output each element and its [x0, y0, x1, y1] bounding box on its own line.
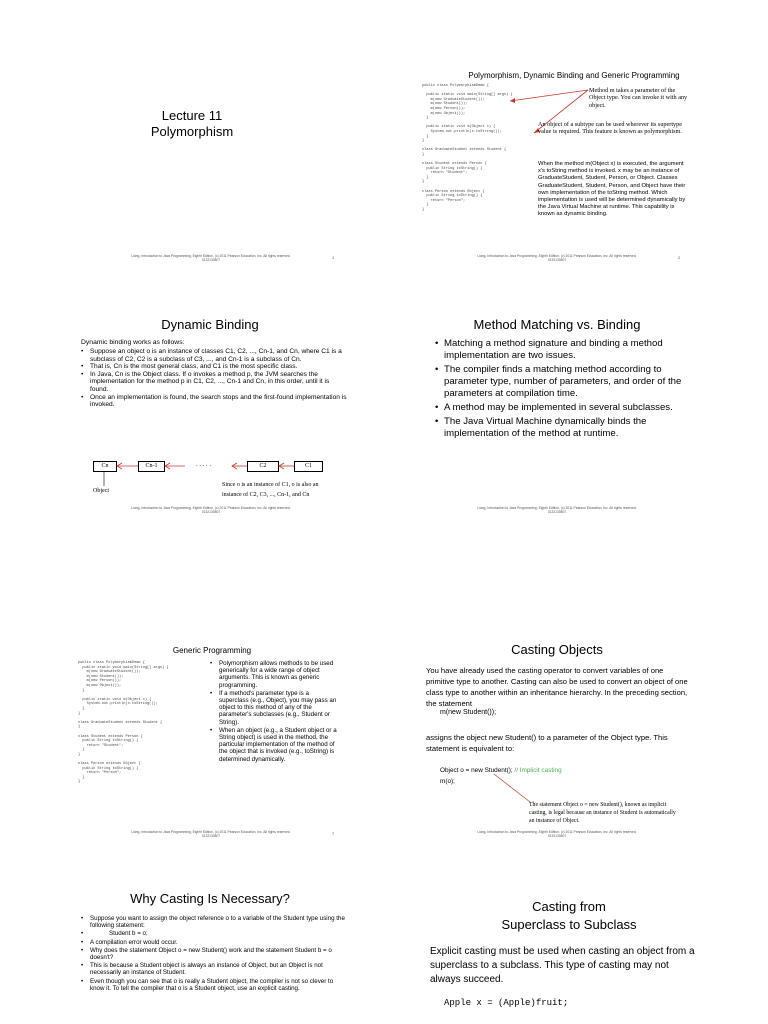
slide-6	[384, 512, 768, 838]
slide-title: Method Matching vs. Binding	[473, 317, 641, 332]
diagram-caption: Since o is an instance of C1, o is also an instance of C2, C3, ..., Cn-1, and Cn	[222, 482, 319, 498]
slide-footer: Liang, Introduction to Java Programming, Eighth Edition, (c) 2011 Pearson Education, Inc. All rights reserved. 0132130807	[477, 506, 637, 514]
list-item: • Even though you can see that o is really a Student object, the compiler is not so clever to know it. To tell the compiler that o is a Student object, use an explicit casting.	[81, 978, 347, 992]
explicit-casting-paragraph: Explicit casting must be used when casting an object from a superclass to a subclass. This type of casting may not always succeed.	[430, 946, 695, 985]
casting-paragraph: You have already used the casting operator to convert variables of one primitive type to another. Casting can also be used to convert an object of one class type to another within an inheritance hierarchy. In the preceding section, the statement	[426, 666, 688, 708]
list-item: • That is, Cn is the most general class, and C1 is the most specific class.	[81, 363, 349, 371]
list-item: • The compiler finds a matching method according to parameter type, number of parameters, and order of the parameters at compilation time.	[435, 364, 695, 400]
slide-title: Why Casting Is Necessary?	[130, 891, 290, 906]
list-item: • This is because a Student object is always an instance of Object, but an Object is not necessarily an instance of Student.	[81, 962, 347, 976]
class-box-cn-1: Cn-1	[138, 461, 165, 472]
list-item: • Matching a method signature and binding a method implementation are two issues.	[435, 338, 695, 362]
list-item: • When an object (e.g., a Student object or a String object) is used in the method, the particular implementation of the method of the object that is invoked (e.g., toString) is determined dynamically.	[210, 727, 340, 763]
note-parameter: Method m takes a parameter of the Object type. You can invoke it with any object.	[589, 87, 688, 109]
slide-title: Polymorphism, Dynamic Binding and Generic Programming	[468, 71, 680, 80]
bullet-list	[435, 338, 695, 442]
list-item: • A method may be implemented in several subclasses.	[435, 402, 695, 414]
slide-footer: Liang, Introduction to Java Programming, Eighth Edition, (c) 2011 Pearson Education, Inc. All rights reserved. 0132130807	[131, 830, 291, 838]
slide-2	[384, 0, 768, 262]
list-item: • A compilation error would occur.	[81, 939, 347, 946]
inheritance-arrows	[0, 256, 384, 512]
list-item: • In Java, Cn is the Object class. If o invokes a method p, the JVM searches the implementation for the method p in C1, C2, ..., Cn-1 and Cn, in this order, until it is found.	[81, 371, 349, 394]
class-box-c1: C1	[294, 461, 323, 472]
slide-5	[0, 512, 384, 838]
slide-8	[384, 768, 768, 1024]
list-item: • If a method's parameter type is a superclass (e.g., Object), you may pass an object to this method of any of the parameter's subclasses (e.g., Student or String).	[210, 690, 340, 726]
slide-footer: Liang, Introduction to Java Programming, Eighth Edition, (c) 2011 Pearson Education, Inc. All rights reserved. 0132130807	[131, 506, 291, 514]
implicit-casting-code: Object o = new Student(); // Implicit casting	[440, 767, 562, 774]
slide-footer: Liang, Introduction to Java Programming, Eighth Edition, (c) 2011 Pearson Education, Inc. All rights reserved. 0132130807	[131, 254, 291, 262]
page-number: 2	[678, 255, 681, 260]
slide-footer: Liang, Introduction to Java Programming, Eighth Edition, (c) 2011 Pearson Education, Inc. All rights reserved. 0132130807	[477, 830, 637, 838]
list-item: • Once an implementation is found, the search stops and the first-found implementation is invoked.	[81, 394, 349, 409]
bullet-list	[81, 915, 347, 993]
list-item: • Suppose an object o is an instance of classes C1, C2, ..., Cn-1, and Cn, where C1 is a subclass of C2, C2 is a subclass of C3, ..., and Cn-1 is a subclass of Cn.	[81, 348, 349, 363]
slide-title: Lecture 11 Polymorphism	[150, 108, 234, 139]
list-item: • The Java Virtual Machine dynamically binds the implementation of the method at runtime.	[435, 416, 695, 440]
class-box-cn: Cn	[93, 461, 117, 472]
slide-title: Generic Programming	[172, 646, 252, 655]
slide-4	[384, 256, 768, 512]
slide-3	[0, 256, 384, 512]
intro-text: Dynamic binding works as follows:	[81, 339, 185, 346]
equivalence-paragraph: assigns the object new Student() to a parameter of the Object type. This statement is equivalent to:	[426, 733, 668, 753]
ellipsis: . . . . .	[196, 462, 212, 468]
note-dynamic-binding: When the method m(Object x) is executed, the argument x's toString method is invoked. x may be an instance of GraduateStudent, Student, Person, or Object. Classes GraduateStudent, Student, Person, and Object have their own implementation of the toString method. Which implementation is used will be determined dynamically by the Java Virtual Machine at runtime. This capability is known as dynamic binding.	[538, 161, 686, 218]
code-statement: Apple x = (Apple)fruit;	[444, 998, 569, 1008]
slide-1	[0, 0, 384, 262]
slide-title: Casting Objects	[511, 642, 603, 657]
bullet-list	[210, 660, 340, 764]
list-item: • Suppose you want to assign the object reference o to a variable of the Student type using the following statement:	[81, 915, 347, 929]
code-line: • Student b = o;	[81, 930, 347, 937]
implicit-casting-note: The statement Object o = new Student(), known as implicit casting, is legal because an instance of Student is automatically an instance of Object.	[529, 802, 676, 824]
class-box-c2: C2	[247, 461, 279, 472]
list-item: • Why does the statement Object o = new Student() work and the statement Student b = o doesn't?	[81, 947, 347, 961]
slide-title: Dynamic Binding	[161, 317, 259, 332]
method-call-code: m(o);	[440, 778, 455, 785]
object-label: Object	[93, 488, 109, 494]
slide-title: Casting from Superclass to Subclass	[501, 899, 637, 932]
page-number: 7	[332, 831, 335, 836]
page-number: 1	[332, 255, 335, 260]
code-block: public class PolymorphismDemo { public static void main(String[] args) { m(new GraduateStudent()); m(new Student()); m(new Person()); m(new Object()); } public static void m(Object x) { System.out.println(x.toString()); } } class GraduateStudent extends Student { } class Student extends Person { public String toString() { return "Student"; } } class Person extends Object { public String toString() { return "Person"; } }	[422, 84, 513, 213]
note-polymorphism: An object of a subtype can be used wherever its supertype value is required. This feature is known as polymorphism.	[538, 121, 682, 136]
slide-footer: Liang, Introduction to Java Programming, Eighth Edition, (c) 2011 Pearson Education, Inc. All rights reserved. 0132130807	[477, 254, 637, 262]
slide-7	[0, 768, 384, 1024]
code-block: public class PolymorphismDemo { public static void main(String[] args) { m(new GraduateStudent()); m(new Student()); m(new Person()); m(new Object()); } public static void m(Object x) { System.out.println(x.toString()); } } class GraduateStudent extends Student { } class Student extends Person { public String toString() { return "Student"; } } class Person extends Object { public String toString() { return "Person"; } }	[78, 661, 169, 785]
code-statement: m(new Student());	[440, 709, 497, 716]
list-item: • Polymorphism allows methods to be used generically for a wide range of object arguments. This is known as generic programming.	[210, 660, 340, 689]
